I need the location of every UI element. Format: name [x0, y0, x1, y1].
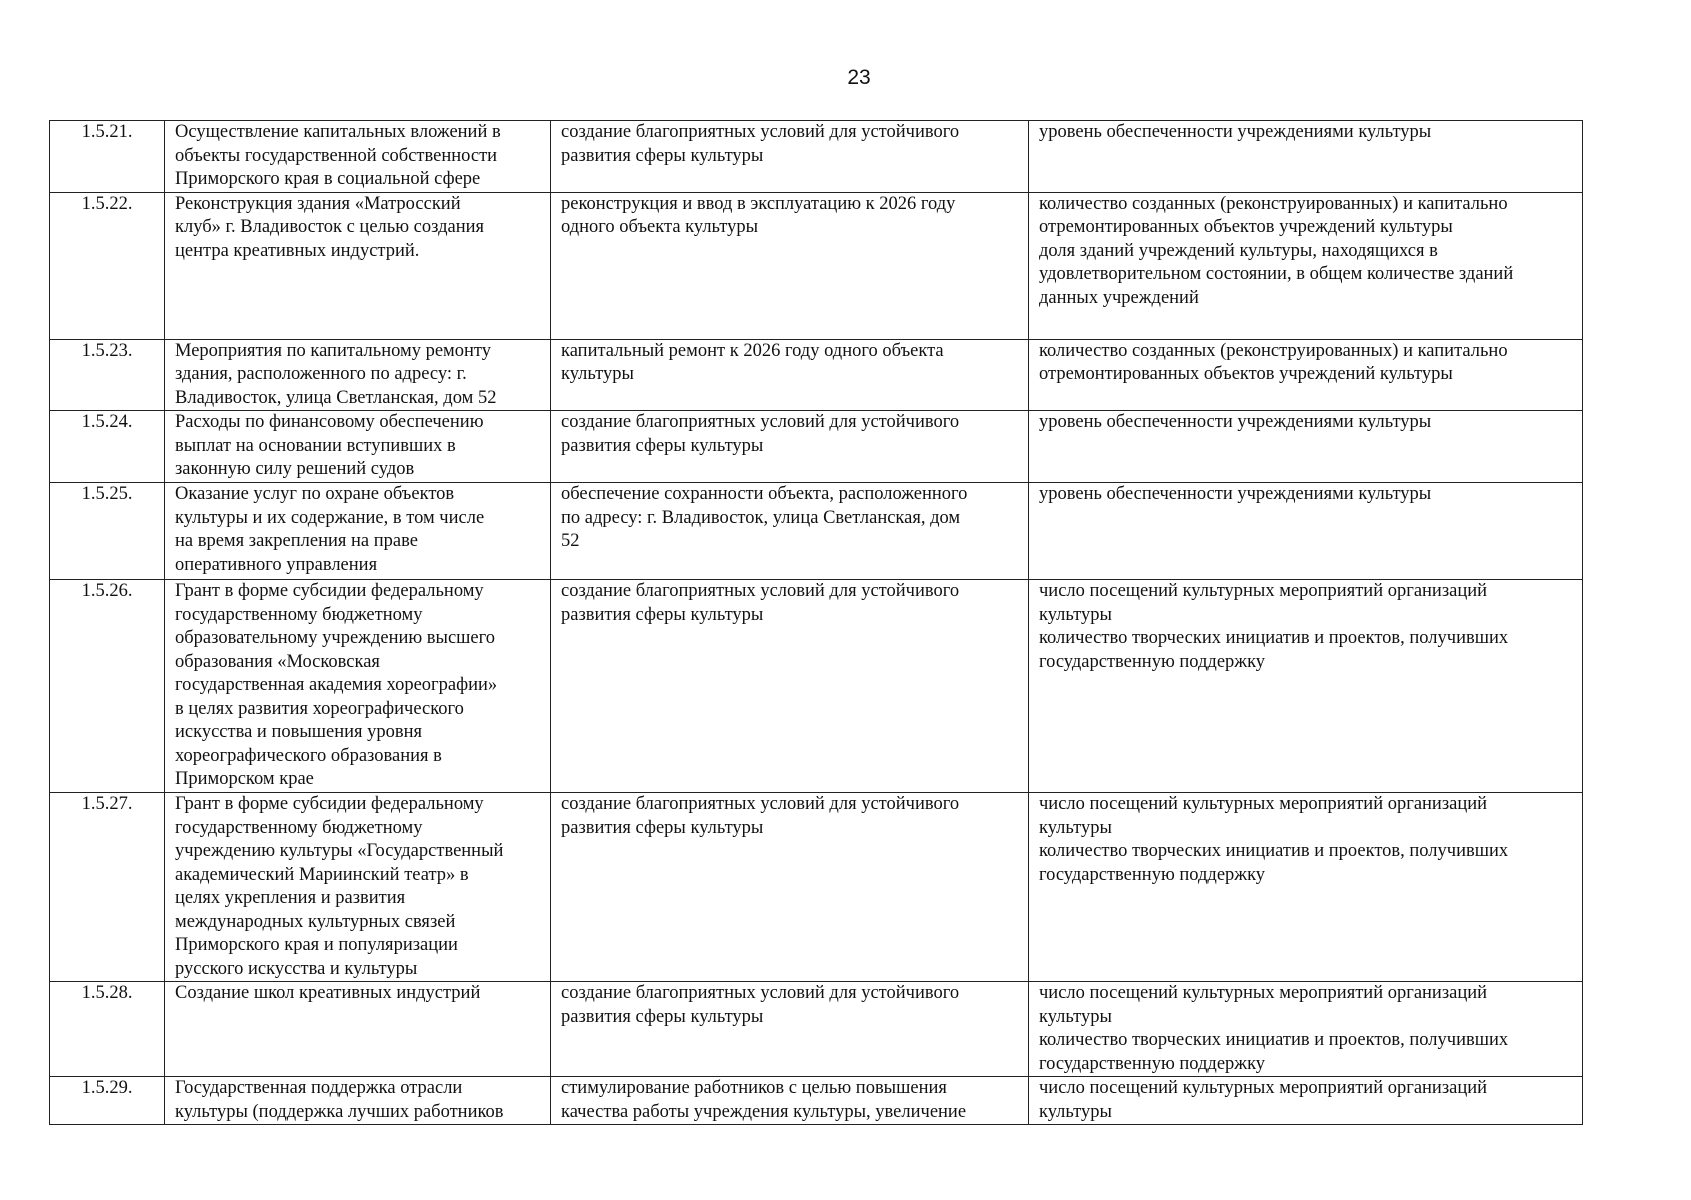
cell-text-line: государственную поддержку [1039, 651, 1266, 672]
cell-text-line: создание благоприятных условий для устойчивого [561, 983, 960, 1003]
cell-text-line: количество творческих инициатив и проектов, получивших [1039, 628, 1509, 648]
cell-text-line: культуры [1039, 604, 1112, 625]
cell-text-line: Расходы по финансовому обеспечению [175, 412, 484, 432]
indicator-cell [1029, 1077, 1583, 1125]
cell-text-line: одного объекта культуры [561, 217, 759, 237]
cell-text-line: развития сферы культуры [561, 435, 764, 456]
cell-text-line: уровень обеспеченности учреждениями культуры [1039, 122, 1432, 142]
cell-text-line: доля зданий учреждений культуры, находящихся в [1039, 240, 1438, 261]
table-row [50, 483, 1583, 580]
cell-text-line: отремонтированных объектов учреждений культуры [1039, 217, 1453, 237]
row-number: 1.5.28. [81, 983, 133, 1003]
cell-text-line: число посещений культурных мероприятий организаций [1039, 983, 1488, 1003]
cell-text-line: обеспечение сохранности объекта, расположенного [561, 484, 968, 504]
cell-text-line: в целях развития хореографического [175, 698, 464, 719]
activity-name-cell [165, 1077, 551, 1125]
activity-name-cell [165, 982, 551, 1077]
cell-text-line: удовлетворительном состоянии, в общем количестве зданий [1039, 264, 1514, 284]
table-row [50, 411, 1583, 483]
cell-text-line: образования «Московская [175, 651, 380, 672]
expected-result-cell [551, 982, 1029, 1077]
cell-text-line: создание благоприятных условий для устойчивого [561, 794, 960, 814]
cell-text-line: культуры [561, 364, 634, 384]
cell-text-line: количество созданных (реконструированных) и капитально [1039, 193, 1508, 214]
cell-text-line: данных учреждений [1039, 287, 1199, 308]
activity-name-cell [165, 411, 551, 483]
row-number: 1.5.25. [81, 484, 133, 504]
cell-text-line: Создание школ креативных индустрий [175, 983, 481, 1003]
cell-text-line: на время закрепления на праве [175, 531, 418, 551]
expected-result-cell [551, 580, 1029, 793]
row-number-cell [50, 192, 165, 339]
table-row [50, 192, 1583, 339]
cell-text-line: число посещений культурных мероприятий организаций [1039, 794, 1488, 814]
activity-name-cell [165, 339, 551, 411]
expected-result-cell [551, 411, 1029, 483]
cell-text-line: Мероприятия по капитальному ремонту [175, 340, 491, 361]
activity-name-cell [165, 192, 551, 339]
row-number-cell [50, 1077, 165, 1125]
row-number-cell [50, 982, 165, 1077]
cell-text-line: число посещений культурных мероприятий организаций [1039, 1078, 1488, 1098]
cell-text-line: академический Мариинский театр» в [175, 864, 469, 885]
expected-result-cell [551, 483, 1029, 580]
cell-text-line: государственную поддержку [1039, 864, 1266, 885]
cell-text-line: объекты государственной собственности [175, 145, 498, 166]
cell-text-line: учреждению культуры «Государственный [175, 841, 504, 861]
table-row [50, 121, 1583, 193]
cell-text-line: качества работы учреждения культуры, увеличение [561, 1101, 967, 1122]
row-number: 1.5.24. [81, 412, 133, 432]
cell-text-line: культуры [1039, 1006, 1112, 1027]
cell-text-line: число посещений культурных мероприятий организаций [1039, 581, 1488, 601]
cell-text-line: Государственная поддержка отрасли [175, 1078, 463, 1098]
cell-text-line: культуры (поддержка лучших работников [175, 1101, 504, 1122]
cell-text-line: уровень обеспеченности учреждениями культуры [1039, 484, 1432, 504]
row-number-cell [50, 793, 165, 982]
activity-name-cell [165, 121, 551, 193]
cell-text-line: центра креативных индустрий. [175, 240, 420, 261]
activity-name-cell [165, 580, 551, 793]
row-number: 1.5.22. [81, 193, 133, 214]
cell-text-line: культуры [1039, 817, 1112, 838]
cell-text-line: Реконструкция здания «Матросский [175, 193, 461, 214]
cell-text-line: Оказание услуг по охране объектов [175, 484, 455, 504]
cell-text-line: русского искусства и культуры [175, 958, 418, 979]
table-row [50, 982, 1583, 1077]
row-number-cell [50, 580, 165, 793]
page-number: 23 [847, 66, 871, 89]
indicator-cell [1029, 580, 1583, 793]
cell-text-line: стимулирование работников с целью повышения [561, 1078, 947, 1098]
cell-text-line: выплат на основании вступивших в [175, 435, 456, 456]
row-number: 1.5.29. [81, 1078, 133, 1098]
cell-text-line: 52 [561, 531, 580, 551]
row-number: 1.5.21. [81, 122, 133, 142]
cell-text-line: образовательному учреждению высшего [175, 628, 496, 648]
cell-text-line: по адресу: г. Владивосток, улица Светланская, дом [561, 507, 961, 528]
activity-name-cell [165, 793, 551, 982]
table-row [50, 339, 1583, 411]
cell-text-line: Приморского края в социальной сфере [175, 169, 481, 189]
cell-text-line: искусства и повышения уровня [175, 722, 423, 742]
row-number-cell [50, 339, 165, 411]
row-number-cell [50, 411, 165, 483]
cell-text-line: культуры и их содержание, в том числе [175, 507, 485, 528]
cell-text-line: количество творческих инициатив и проектов, получивших [1039, 841, 1509, 861]
cell-text-line: государственная академия хореографии» [175, 675, 498, 695]
cell-text-line: создание благоприятных условий для устойчивого [561, 122, 960, 142]
row-number: 1.5.26. [81, 581, 133, 601]
row-number-cell [50, 121, 165, 193]
cell-text-line: Осуществление капитальных вложений в [175, 122, 501, 142]
indicator-cell [1029, 793, 1583, 982]
expected-result-cell [551, 339, 1029, 411]
cell-text-line: государственному бюджетному [175, 604, 423, 625]
cell-text-line: международных культурных связей [175, 911, 456, 932]
cell-text-line: реконструкция и ввод в эксплуатацию к 2026 году [561, 193, 956, 214]
cell-text-line: Грант в форме субсидии федеральному [175, 581, 484, 601]
cell-text-line: целях укрепления и развития [175, 888, 406, 908]
cell-text-line: государственную поддержку [1039, 1053, 1266, 1074]
row-number: 1.5.23. [81, 340, 133, 361]
cell-text-line: количество созданных (реконструированных) и капитально [1039, 340, 1508, 361]
table-row [50, 793, 1583, 982]
cell-text-line: развития сферы культуры [561, 1006, 764, 1027]
cell-text-line: Приморском крае [175, 769, 314, 789]
cell-text-line: хореографического образования в [175, 745, 442, 766]
cell-text-line: Владивосток, улица Светланская, дом 52 [175, 387, 497, 408]
indicator-cell [1029, 411, 1583, 483]
cell-text-line: государственному бюджетному [175, 817, 423, 838]
expected-result-cell [551, 1077, 1029, 1125]
table-body [50, 121, 1583, 1125]
cell-text-line: уровень обеспеченности учреждениями культуры [1039, 412, 1432, 432]
activity-name-cell [165, 483, 551, 580]
expected-result-cell [551, 121, 1029, 193]
cell-text-line: здания, расположенного по адресу: г. [175, 364, 467, 384]
row-number-cell [50, 483, 165, 580]
cell-text-line: развития сферы культуры [561, 817, 764, 838]
cell-text-line: оперативного управления [175, 554, 378, 575]
cell-text-line: Приморского края и популяризации [175, 935, 458, 955]
cell-text-line: развития сферы культуры [561, 604, 764, 625]
indicator-cell [1029, 339, 1583, 411]
cell-text-line: отремонтированных объектов учреждений культуры [1039, 364, 1453, 384]
indicator-cell [1029, 121, 1583, 193]
activities-table [49, 120, 1583, 1125]
cell-text-line: капитальный ремонт к 2026 году одного объекта [561, 340, 944, 361]
cell-text-line: культуры [1039, 1101, 1112, 1122]
indicator-cell [1029, 982, 1583, 1077]
cell-text-line: клуб» г. Владивосток с целью создания [175, 217, 485, 237]
indicator-cell [1029, 192, 1583, 339]
indicator-cell [1029, 483, 1583, 580]
cell-text-line: создание благоприятных условий для устойчивого [561, 581, 960, 601]
cell-text-line: законную силу решений судов [175, 459, 415, 479]
row-number: 1.5.27. [81, 794, 133, 814]
table-row [50, 1077, 1583, 1125]
expected-result-cell [551, 192, 1029, 339]
expected-result-cell [551, 793, 1029, 982]
cell-text-line: количество творческих инициатив и проектов, получивших [1039, 1030, 1509, 1050]
cell-text-line: создание благоприятных условий для устойчивого [561, 412, 960, 432]
cell-text-line: развития сферы культуры [561, 145, 764, 166]
cell-text-line: Грант в форме субсидии федеральному [175, 794, 484, 814]
table-row [50, 580, 1583, 793]
